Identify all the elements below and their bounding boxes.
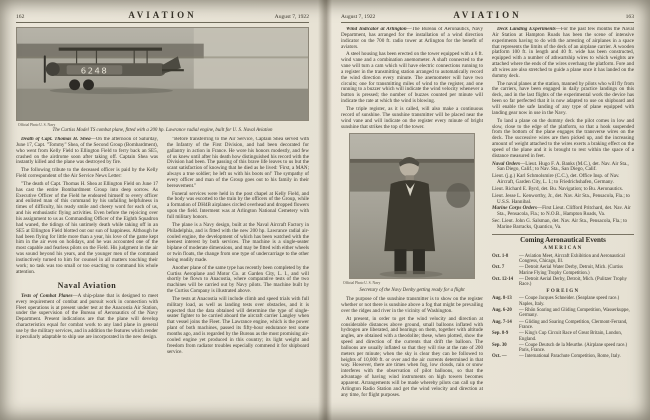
- photo-caption: Secretary of the Navy Denby getting ready for a flight: [359, 287, 465, 293]
- event-description: — Gliding and Soaring Competition, Clermont-Ferrand, France.: [519, 319, 628, 331]
- text-block: [492, 194, 634, 206]
- event-date: Oct. 7: [492, 265, 505, 271]
- events-american-label: AMERICAN: [543, 246, 583, 252]
- right-page-column-1: [341, 27, 483, 410]
- event-description: — Detroit Aerial Water Derby, Detroit, Mich. (Curtiss Marine Flying Trophy Competition.): [519, 265, 623, 276]
- folio-number: 163: [625, 14, 634, 20]
- block-lead: Marine Corps Orders: [492, 205, 538, 212]
- block-lead: Naval Orders: [492, 160, 521, 167]
- event-row: [492, 254, 634, 265]
- photo-credit: Official Photo U. S. Navy: [18, 122, 56, 127]
- block-text: The naval planes at the station, manned by pilots who will fly from the carriers, have been engaged in daily practice landings on this deck, and in the last flights of the experimental work the device has been so far perfected that it is now adapted to use on shipboard and will enable the safe landing of any type of plane equipped with landing gear now in use in the Navy.: [492, 80, 634, 116]
- secretary-denby-photo: [349, 133, 475, 279]
- event-row: [492, 296, 634, 307]
- events-foreign-label: FOREIGN: [546, 289, 580, 295]
- text-block: [167, 266, 309, 295]
- text-block: [341, 317, 483, 399]
- portrait-illustration: [350, 134, 474, 278]
- photo-caption: The Curtiss Model TS combat plane, fitted with a 200 hp. Lawrance radial engine, built for U. S. Naval Aviation: [52, 127, 273, 133]
- block-text: A steel housing has been erected on the tower equipped with a 6 ft. wind vane and a combination anemometer. A shaft connected to the vane will turn a cam which will have electric connections running to a register in the transmitting station arranged to automatically record the wind direction every minute. The anemometer will have two circuits; one for transmitting miles of wind to the register, and one running to a buzzer which will indicate the wind velocity whenever a button is pressed; the number of buzzes counted per minute will indicate the rate at which the wind is blowing.: [341, 51, 483, 105]
- text-block: [341, 107, 483, 130]
- block-text: Sec. Lieut. John G. Salsman, det. Nav. Air Sta., Pensacola, Fla.; to Marine Barracks, Quantico, Va.: [492, 218, 628, 230]
- photo-credit: Official Photo U. S. Navy: [343, 280, 381, 285]
- event-row: [492, 331, 634, 342]
- left-page-column-1: [16, 137, 158, 410]
- page-header-right: [341, 9, 634, 23]
- block-text: —On the afternoon of Saturday, June 17, Capt. "Tommy" Shea, of the Second Group (Bombardment), who went from Kelly Field to Ellington Field to ferry back an SE5, crashed on the airdrome soon after taking off. Captain Shea was instantly killed and the plane was destroyed by fire.: [16, 137, 158, 166]
- text-block: [16, 294, 158, 341]
- text-block: [492, 119, 634, 160]
- event-description: — Coupe Deutsch de la Meurthe. (Airplane speed race.) Paris, France.: [519, 342, 628, 354]
- biplane-illustration: [17, 28, 308, 120]
- event-description: — Aviation Meet, Aircraft Exhibition and Aeronautical Congress, Chicago, Ill.: [519, 253, 625, 264]
- journal-title: AVIATION: [128, 10, 197, 20]
- event-row: [492, 265, 634, 276]
- event-description: — International Parachute Competition, Rome, Italy.: [519, 354, 621, 360]
- text-block: [167, 297, 309, 355]
- block-text: Lieut. Jesse L. Kenworthy, Jr., det. Nav. Air Sta., Pensacola, Fla.; to U.S.S. Hannibal.: [492, 192, 630, 205]
- block-text: Lieut. (j.g.) Karl Schmolsmire (C.C.), det. Office Insp. of Nav. Aircraft, Garden City, L. I.; to Friedrichshafen, Germany.: [492, 173, 620, 186]
- issue-date: August 7, 1922: [341, 14, 376, 20]
- block-lead: Death of Capt. Thomas H. Shea: [21, 137, 91, 142]
- coming-events-section: [492, 234, 634, 360]
- event-row: [492, 343, 634, 354]
- right-page-columns: [341, 27, 634, 410]
- events-list-foreign: [492, 296, 634, 359]
- block-lead: Tests of Combat Planes: [21, 292, 73, 299]
- page-163: [325, 0, 650, 420]
- block-text: Naval Aviation: [57, 281, 117, 291]
- block-text: —A ship-plane that is designed to meet every requirement of combat and pursuit work in connection with Fleet operations is at present under test at the Anacostia Air Station, under the supervision of the Bureau of Aeronautics of the Navy Department. Present indications are that the plane will develop characteristics equal for combat work to any land plane in general use by the military services, and in addition the features which render it peculiarly adaptable to ship use are incorporated in the new design.: [16, 292, 158, 340]
- event-row: [492, 320, 634, 331]
- block-text: The plane is a Navy design, built at the Naval Aircraft Factory in Philadelphia, and is fitted with the new 200 hp. Lawrance radial air-cooled engine, the development of which has been watched with the keenest interest by both services. The machine is a single-seater biplane of moderate dimensions, and may be fitted with either wheels or twin floats, the change from one type of undercarriage to the other being readily made.: [167, 221, 309, 263]
- journal-title: AVIATION: [453, 10, 522, 20]
- event-row: [492, 354, 634, 359]
- text-block: [16, 182, 158, 276]
- column-section-bottom: [341, 297, 483, 398]
- block-lead: Wind Indicator at Arlington: [346, 27, 407, 32]
- event-date: Aug. 6-20: [492, 308, 512, 314]
- event-date: Oct. 1-8: [492, 253, 509, 259]
- block-text: The tests at Anacostia will include climb and speed trials with full military load, as well as landing tests over obstacles, and it is expected that the data obtained will determine the type of single-seater fighter to be carried aboard the aircraft carrier Langley when that vessel joins the Fleet. The Lawrance engine, which is the power plant of both machines, passed its fifty-hour endurance test some months ago, and is regarded by the Bureau as the most promising air-cooled engine yet produced in this country; its light weight and freedom from radiator troubles especially commend it for shipboard service.: [167, 295, 309, 355]
- events-title: Coming Aeronautical Events: [520, 236, 606, 245]
- tail-number: 6248: [80, 65, 109, 76]
- left-page-column-2: [167, 137, 309, 410]
- text-block: [167, 137, 309, 190]
- block-text: "The death of Capt. Thomas H. Shea at Ellington Field on June 17 has cast the entire Bombardment Group into deep sorrow. As Executive Officer of the Field he endeared himself to every officer and enlisted man of this command by his unfailing helpfulness in times of difficulty, his ready smile and cheery word for each of us, and his enthusiastic flying activities. Even before the rejoicing over his assignment to us as Commanding Officer of the Eighth Squadron had waned, the tidings of his untimely death while taking off in an SE5 at Ellington Field blotted out our sun of happiness. Although he had been flying for little more than a year, his love of the game kept him in the air even on holidays, and he was accounted one of the most capable and fearless pilots on the Field. His judgment in the air was sound beyond his years, and the younger men of the command instinctively turned to him for counsel in all matters touching their work; no task was too small or too exacting to command his whole attention.: [16, 180, 158, 275]
- event-date: Sep. 30: [492, 342, 507, 348]
- block-text: —Lieut. Hugo F. A. Banks (M.C.), det. Nav. Air Sta., San Diego, Calif.; to Nav. Sta., San Diego, Calif.: [497, 160, 629, 173]
- text-block: [16, 137, 158, 166]
- block-text: "Before transferring to the Air Service, Captain Shea served with the Infantry of the First Division, and had been decorated for gallantry in action in France. He wore his honors modestly, and few of us knew until after his death how distinguished his record with the Division had been. The passing of this brave life leaves to us but the scant satisfaction of knowing that he died as he lived: 'First, a MAN; always a true soldier; he left us with his boots on!' The sympathy of every officer and man of the Group goes out to his family in their bereavement.": [167, 137, 309, 189]
- text-block: [16, 281, 158, 290]
- curtiss-ts-photo: [16, 27, 309, 121]
- text-block: [492, 82, 634, 117]
- event-row: [492, 277, 634, 288]
- event-description: — King's Cup Circuit Race of Great Britain, London, England.: [519, 331, 622, 342]
- text-block: [341, 27, 483, 50]
- column-section-articles: [492, 27, 634, 231]
- folio-number: 162: [16, 14, 25, 20]
- event-date: Oct. 12-14: [492, 276, 514, 282]
- block-text: At present, in order to get the wind velocity and direction at considerable distances above ground, small balloons inflated with hydrogen are liberated, and bearings on them, together with altitude angles, are obtained with a theodolite; these, when plotted, show the speed and direction of the currents that drift the balloon. The balloons are usually inflated so that they will rise at the rate of 200 meters per minute; when the sky is clear they can be followed to heights of 10,000 ft. or over and the air currents determined in that way. However, there are times when fog, low clouds, rain or snow interferes with the observation of pilot balloons, so that the advantage of having wind instruments on high towers becomes apparent. Arrangements will be made whereby pilots can call up the Arlington Radio Station and get the wind velocity and direction at any time, for flight purposes.: [341, 315, 483, 398]
- event-row: [492, 308, 634, 319]
- right-page-column-2: [492, 27, 634, 410]
- block-lead: Deck Landing Experiments: [497, 27, 556, 32]
- page-header-left: [16, 9, 309, 23]
- text-block: [167, 192, 309, 221]
- text-block: [16, 168, 158, 180]
- block-text: Another plane of the same type has recently been completed by the Curtiss Aeroplane and Motor Co. at Garden City, L. I., and will shortly be flown to Anacostia, where comparative tests of the two machines will be carried out by Navy pilots. The machine built by the Curtiss Company is illustrated above.: [167, 264, 309, 295]
- text-block: [167, 223, 309, 264]
- block-text: —First Lieut. Clifford Pritchard, det. Nav. Air Sta., Pensacola, Fla.; to N.O.B., Hampton Roads, Va.: [497, 205, 631, 218]
- event-date: Oct. —: [492, 354, 507, 360]
- text-block: [341, 297, 483, 315]
- text-block: [492, 219, 634, 231]
- event-description: — Coupe Jacques Schneider. (Seaplane speed race.) Naples, Italy.: [519, 296, 620, 307]
- text-block: [341, 52, 483, 105]
- block-text: Funeral services were held in the post chapel at Kelly Field, and the body was escorted to the train by the officers of the Group, while a formation of DH4B airplanes circled overhead and dropped flowers upon the field. Interment was at Arlington National Cemetery with full military honors.: [167, 190, 309, 220]
- text-block: [492, 174, 634, 186]
- block-text: Lieut. Richard E. Byrd, det. Bu. Navigation; to Bu. Aeronautics.: [492, 185, 623, 192]
- text-block: [492, 206, 634, 218]
- event-description: — Detroit Aerial Derby, Detroit, Mich. (Pulitzer Trophy Race.): [519, 276, 627, 288]
- block-text: The triple register, as it is called, will also make a continuous record of sunshine. The sunshine transmitter will be placed near the wind vane and will indicate on the register every minute of bright sunshine that strikes the top of the tower.: [341, 105, 483, 130]
- text-block: [492, 27, 634, 80]
- issue-date: August 7, 1922: [274, 14, 309, 20]
- block-text: —The Bureau of Aeronautics, Navy Department, has arranged for the installation of a wind direction indicator on the 700 ft. radio tower at Arlington for the benefit of aviators.: [341, 27, 483, 50]
- event-date: Sep. 8-9: [492, 331, 509, 337]
- event-description: — Rhön Soaring and Gliding Competition, Wasserkuppe, Germany.: [519, 308, 630, 319]
- column-section-top: [341, 27, 483, 130]
- block-text: The following tribute to the deceased officer is paid by the Kelly Field correspondent of the Air Service News Letter:: [16, 167, 158, 180]
- event-date: Aug. 7-14: [492, 319, 512, 325]
- events-list-american: [492, 254, 634, 288]
- event-date: Aug. 8-13: [492, 296, 512, 302]
- left-page-columns: [16, 137, 309, 410]
- block-text: To land a plane on the dummy deck the pilot comes in low and slow, close to the edge of the platform, so that a hook suspended from the bottom of the plane engages the transverse wires on the deck. The successive wires are then picked up, and the increasing amount of weight attached to the wires exerts a braking effect on the speed of the plane and it is brought to rest within the space of a distance measured in feet.: [492, 117, 634, 159]
- block-text: The purpose of the sunshine transmitter is to show on the register whether or not there is sunshine above a fog that might be prevailing over the ridges and river in the vicinity of Washington.: [341, 296, 483, 314]
- block-text: —For the past few months the Naval Air Station at Hampton Roads has been the scene of intensive experiments having to do with the arresting of airplanes in a space that represents the limits of the deck of an airplane carrier. A wooden platform 100 ft. in length and 40 ft. wide has been constructed, equipped with a number of athwartship wires to which weights are attached where the ends of the wires overhang the platform. Fore and aft wires are also stretched to guide a plane once it has landed on the dummy deck.: [492, 27, 634, 79]
- text-block: [492, 162, 634, 174]
